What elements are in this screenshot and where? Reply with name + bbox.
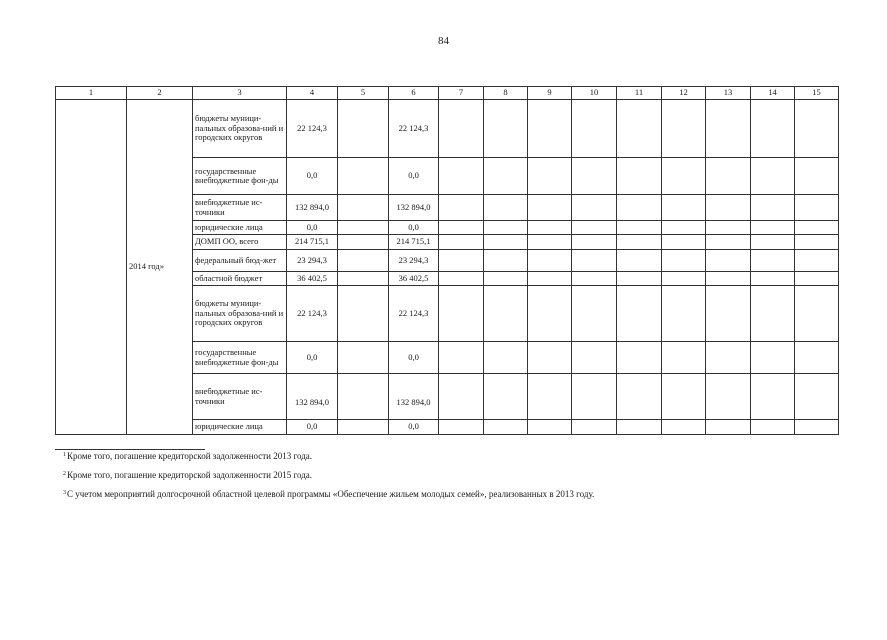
- cell-col-11: [617, 286, 662, 342]
- cell-col-15: [795, 100, 839, 158]
- funding-source: бюджеты муници-пальных образова-ний и городских округов: [193, 100, 287, 158]
- footnote-divider: [55, 449, 205, 450]
- cell-col-4: 0,0: [287, 342, 338, 374]
- cell-col-14: [751, 342, 795, 374]
- cell-col-12: [662, 100, 706, 158]
- cell-col-10: [572, 374, 617, 420]
- column-header: 11: [617, 87, 662, 100]
- column-header: 7: [439, 87, 484, 100]
- cell-col-15: [795, 221, 839, 235]
- cell-col-10: [572, 286, 617, 342]
- cell-col-12: [662, 235, 706, 250]
- cell-col-12: [662, 342, 706, 374]
- cell-col-15: [795, 250, 839, 272]
- cell-col-13: [706, 195, 751, 221]
- cell-col-4: 23 294,3: [287, 250, 338, 272]
- funding-source: юридические лица: [193, 420, 287, 435]
- cell-col-14: [751, 374, 795, 420]
- cell-col-7: [439, 420, 484, 435]
- cell-col-10: [572, 235, 617, 250]
- funding-source: внебюджетные ис-точники: [193, 195, 287, 221]
- cell-col-4: 0,0: [287, 420, 338, 435]
- cell-col-13: [706, 420, 751, 435]
- cell-col-10: [572, 342, 617, 374]
- cell-col-9: [528, 158, 572, 195]
- cell-col-8: [484, 420, 528, 435]
- cell-col-13: [706, 374, 751, 420]
- cell-col-11: [617, 221, 662, 235]
- column-header: 1: [56, 87, 127, 100]
- column-header: 13: [706, 87, 751, 100]
- cell-col-6: 0,0: [389, 420, 439, 435]
- cell-col-6: 36 402,5: [389, 272, 439, 286]
- cell-col-14: [751, 158, 795, 195]
- cell-col-12: [662, 158, 706, 195]
- cell-col-10: [572, 250, 617, 272]
- cell-col-7: [439, 235, 484, 250]
- cell-col-6: 0,0: [389, 221, 439, 235]
- period-label: 2014 год»: [127, 100, 193, 435]
- cell-col-7: [439, 221, 484, 235]
- cell-col-11: [617, 195, 662, 221]
- cell-col-12: [662, 221, 706, 235]
- cell-col-14: [751, 235, 795, 250]
- cell-col-13: [706, 221, 751, 235]
- cell-col-5: [338, 235, 389, 250]
- column-header: 4: [287, 87, 338, 100]
- cell-col-9: [528, 342, 572, 374]
- funding-source: государственные внебюджетные фон-ды: [193, 342, 287, 374]
- cell-col-14: [751, 195, 795, 221]
- cell-col-10: [572, 158, 617, 195]
- budget-table: [55, 86, 839, 435]
- cell-col-5: [338, 272, 389, 286]
- cell-col-13: [706, 100, 751, 158]
- cell-col-15: [795, 235, 839, 250]
- cell-col-4: 22 124,3: [287, 100, 338, 158]
- footnote-1: $^1$Кроме того, погашение кредиторской задолженности 2013 года.: [63, 451, 313, 461]
- cell-col-11: [617, 158, 662, 195]
- cell-col-14: [751, 100, 795, 158]
- cell-col-7: [439, 374, 484, 420]
- cell-col-6: 22 124,3: [389, 100, 439, 158]
- cell-col-5: [338, 250, 389, 272]
- cell-col-7: [439, 286, 484, 342]
- table-header-row: [56, 87, 839, 100]
- cell-col-8: [484, 195, 528, 221]
- cell-col-6: 0,0: [389, 342, 439, 374]
- cell-col-7: [439, 272, 484, 286]
- cell-col-11: [617, 420, 662, 435]
- cell-col-5: [338, 158, 389, 195]
- cell-col-15: [795, 420, 839, 435]
- column-header: 5: [338, 87, 389, 100]
- cell-col-11: [617, 235, 662, 250]
- cell-col-10: [572, 221, 617, 235]
- cell-col-6: 132 894,0: [389, 195, 439, 221]
- cell-col-1: [56, 100, 127, 435]
- cell-col-12: [662, 374, 706, 420]
- cell-col-9: [528, 235, 572, 250]
- cell-col-9: [528, 272, 572, 286]
- cell-col-7: [439, 342, 484, 374]
- cell-col-9: [528, 221, 572, 235]
- column-header: 6: [389, 87, 439, 100]
- cell-col-9: [528, 374, 572, 420]
- cell-col-7: [439, 100, 484, 158]
- cell-col-7: [439, 250, 484, 272]
- cell-col-8: [484, 272, 528, 286]
- cell-col-9: [528, 420, 572, 435]
- cell-col-15: [795, 342, 839, 374]
- funding-source: внебюджетные ис-точники: [193, 374, 287, 420]
- cell-col-8: [484, 286, 528, 342]
- cell-col-9: [528, 195, 572, 221]
- cell-col-6: 22 124,3: [389, 286, 439, 342]
- cell-col-13: [706, 272, 751, 286]
- cell-col-4: 214 715,1: [287, 235, 338, 250]
- funding-source: ДОМП ОО, всего: [193, 235, 287, 250]
- cell-col-6: 214 715,1: [389, 235, 439, 250]
- cell-col-10: [572, 100, 617, 158]
- cell-col-14: [751, 250, 795, 272]
- column-header: 10: [572, 87, 617, 100]
- cell-col-13: [706, 250, 751, 272]
- cell-col-11: [617, 100, 662, 158]
- cell-col-9: [528, 286, 572, 342]
- cell-col-13: [706, 158, 751, 195]
- cell-col-8: [484, 235, 528, 250]
- column-header: 12: [662, 87, 706, 100]
- column-header: 15: [795, 87, 839, 100]
- column-header: 8: [484, 87, 528, 100]
- cell-col-5: [338, 374, 389, 420]
- cell-col-11: [617, 272, 662, 286]
- cell-col-5: [338, 221, 389, 235]
- cell-col-15: [795, 158, 839, 195]
- cell-col-4: 132 894,0: [287, 195, 338, 221]
- cell-col-5: [338, 420, 389, 435]
- cell-col-13: [706, 235, 751, 250]
- cell-col-8: [484, 221, 528, 235]
- column-header: 3: [193, 87, 287, 100]
- cell-col-6: 132 894,0: [389, 374, 439, 420]
- cell-col-4: 0,0: [287, 221, 338, 235]
- cell-col-15: [795, 195, 839, 221]
- cell-col-8: [484, 158, 528, 195]
- footnote-2: $^2$Кроме того, погашение кредиторской задолженности 2015 года.: [63, 470, 313, 480]
- cell-col-8: [484, 100, 528, 158]
- cell-col-12: [662, 250, 706, 272]
- table-row: [56, 100, 839, 158]
- cell-col-4: 0,0: [287, 158, 338, 195]
- cell-col-15: [795, 272, 839, 286]
- cell-col-10: [572, 420, 617, 435]
- cell-col-6: 0,0: [389, 158, 439, 195]
- cell-col-5: [338, 100, 389, 158]
- column-header: 9: [528, 87, 572, 100]
- cell-col-9: [528, 250, 572, 272]
- cell-col-7: [439, 158, 484, 195]
- cell-col-4: 36 402,5: [287, 272, 338, 286]
- cell-col-5: [338, 286, 389, 342]
- cell-col-5: [338, 342, 389, 374]
- cell-col-12: [662, 272, 706, 286]
- cell-col-14: [751, 272, 795, 286]
- cell-col-4: 22 124,3: [287, 286, 338, 342]
- column-header: 14: [751, 87, 795, 100]
- cell-col-9: [528, 100, 572, 158]
- cell-col-8: [484, 250, 528, 272]
- cell-col-7: [439, 195, 484, 221]
- cell-col-10: [572, 272, 617, 286]
- cell-col-13: [706, 342, 751, 374]
- table-body: [56, 100, 839, 435]
- funding-source: государственные внебюджетные фон-ды: [193, 158, 287, 195]
- cell-col-11: [617, 250, 662, 272]
- cell-col-12: [662, 420, 706, 435]
- funding-source: областной бюджет: [193, 272, 287, 286]
- cell-col-11: [617, 374, 662, 420]
- funding-source: федеральный бюд-жет: [193, 250, 287, 272]
- column-header: 2: [127, 87, 193, 100]
- cell-col-4: 132 894,0: [287, 374, 338, 420]
- cell-col-12: [662, 286, 706, 342]
- cell-col-10: [572, 195, 617, 221]
- cell-col-14: [751, 221, 795, 235]
- funding-source: юридические лица: [193, 221, 287, 235]
- cell-col-6: 23 294,3: [389, 250, 439, 272]
- cell-col-14: [751, 286, 795, 342]
- cell-col-15: [795, 374, 839, 420]
- funding-source: бюджеты муници-пальных образова-ний и городских округов: [193, 286, 287, 342]
- cell-col-8: [484, 374, 528, 420]
- cell-col-13: [706, 286, 751, 342]
- cell-col-8: [484, 342, 528, 374]
- cell-col-5: [338, 195, 389, 221]
- page-number: 84: [438, 35, 449, 47]
- cell-col-11: [617, 342, 662, 374]
- footnote-3: $^3$С учетом мероприятий долгосрочной областной целевой программы «Обеспечение жильем молодых семей», реализованных в 2013 году.: [63, 489, 595, 499]
- cell-col-14: [751, 420, 795, 435]
- cell-col-12: [662, 195, 706, 221]
- cell-col-15: [795, 286, 839, 342]
